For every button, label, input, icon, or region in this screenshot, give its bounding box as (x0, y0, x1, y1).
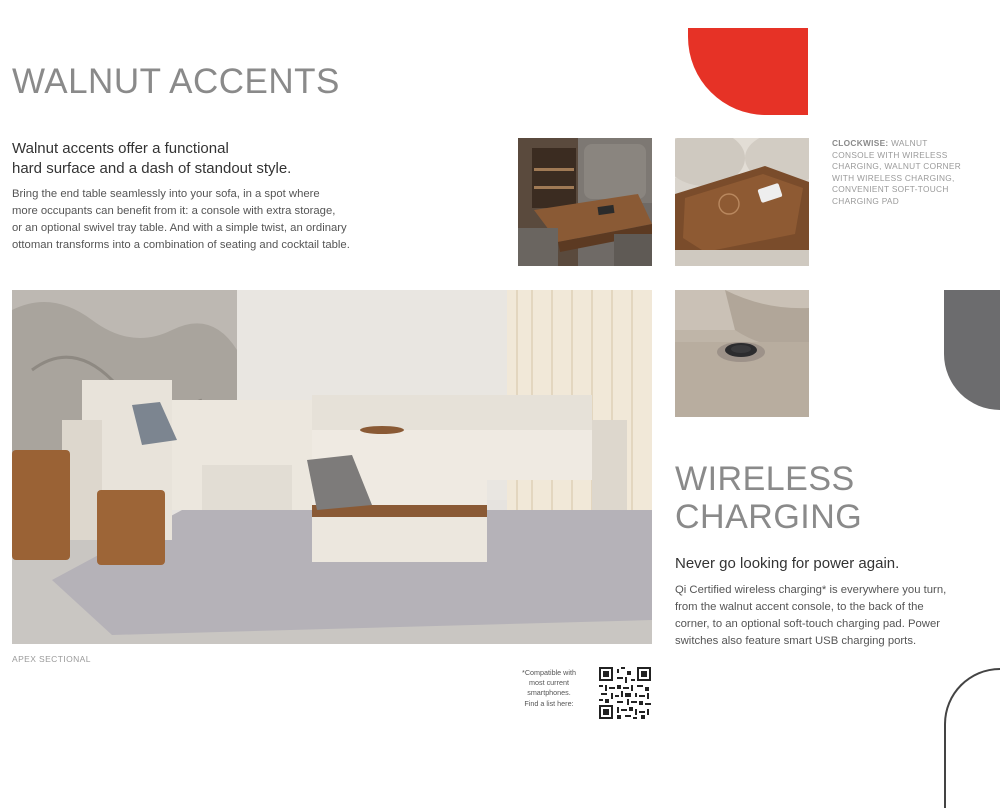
wireless-body-line: Qi Certified wireless charging* is everywhere you turn, (675, 584, 947, 596)
wireless-charging-body (675, 582, 975, 650)
outline-arc-decoration (944, 668, 1000, 808)
caption-line: WALNUT (891, 138, 928, 148)
walnut-body-line: Bring the end table seamlessly into your sofa, in a spot where (12, 188, 320, 200)
walnut-body-line: ottoman transforms into a combination of seating and cocktail table. (12, 239, 350, 251)
compatibility-footnote (512, 668, 586, 709)
wireless-body-line: switches also feature smart USB charging ports. (675, 635, 917, 647)
footnote-line: Find a list here: (524, 698, 574, 708)
walnut-subtitle-line: hard surface and a dash of standout style. (12, 160, 292, 177)
caption-line: CONVENIENT SOFT-TOUCH (832, 184, 949, 195)
caption-line: CHARGING PAD (832, 195, 900, 206)
wireless-heading-line: WIRELESS (675, 460, 855, 498)
walnut-accents-body (12, 186, 407, 254)
wireless-body-line: corner, to an optional soft-touch charging pad. Power (675, 618, 941, 630)
red-decorative-shape (688, 28, 808, 115)
walnut-console-photo (518, 138, 652, 266)
walnut-accents-heading: WALNUT ACCENTS (12, 62, 340, 101)
grey-decorative-shape (944, 290, 1000, 410)
caption-line: CHARGING, WALNUT CORNER (832, 161, 962, 172)
caption-line: CONSOLE WITH WIRELESS (832, 149, 948, 160)
wireless-heading-line: CHARGING (675, 498, 863, 536)
charging-pad-photo (675, 290, 809, 417)
footnote-line: smartphones. (527, 688, 571, 698)
apex-sectional-caption: APEX SECTIONAL (12, 654, 91, 664)
walnut-body-line: more occupants can benefit from it: a console with extra storage, (12, 205, 336, 217)
footnote-line: most current (529, 678, 569, 688)
qr-code-icon[interactable] (599, 667, 651, 719)
footnote-line: *Compatible with (522, 668, 576, 677)
caption-lead: CLOCKWISE: (832, 138, 889, 148)
caption-line: WITH WIRELESS CHARGING, (832, 172, 955, 183)
walnut-body-line: or an optional swivel tray table. And with a simple twist, an ordinary (12, 222, 347, 234)
wireless-body-line: from the walnut accent console, to the back of the (675, 601, 924, 613)
walnut-accents-subtitle (12, 139, 372, 179)
apex-sectional-photo (12, 290, 652, 644)
walnut-subtitle-line: Walnut accents offer a functional (12, 140, 229, 157)
wireless-charging-subtitle: Never go looking for power again. (675, 555, 900, 572)
wireless-charging-heading (675, 460, 915, 536)
walnut-corner-photo (675, 138, 809, 266)
photo-caption-clockwise (832, 138, 972, 208)
